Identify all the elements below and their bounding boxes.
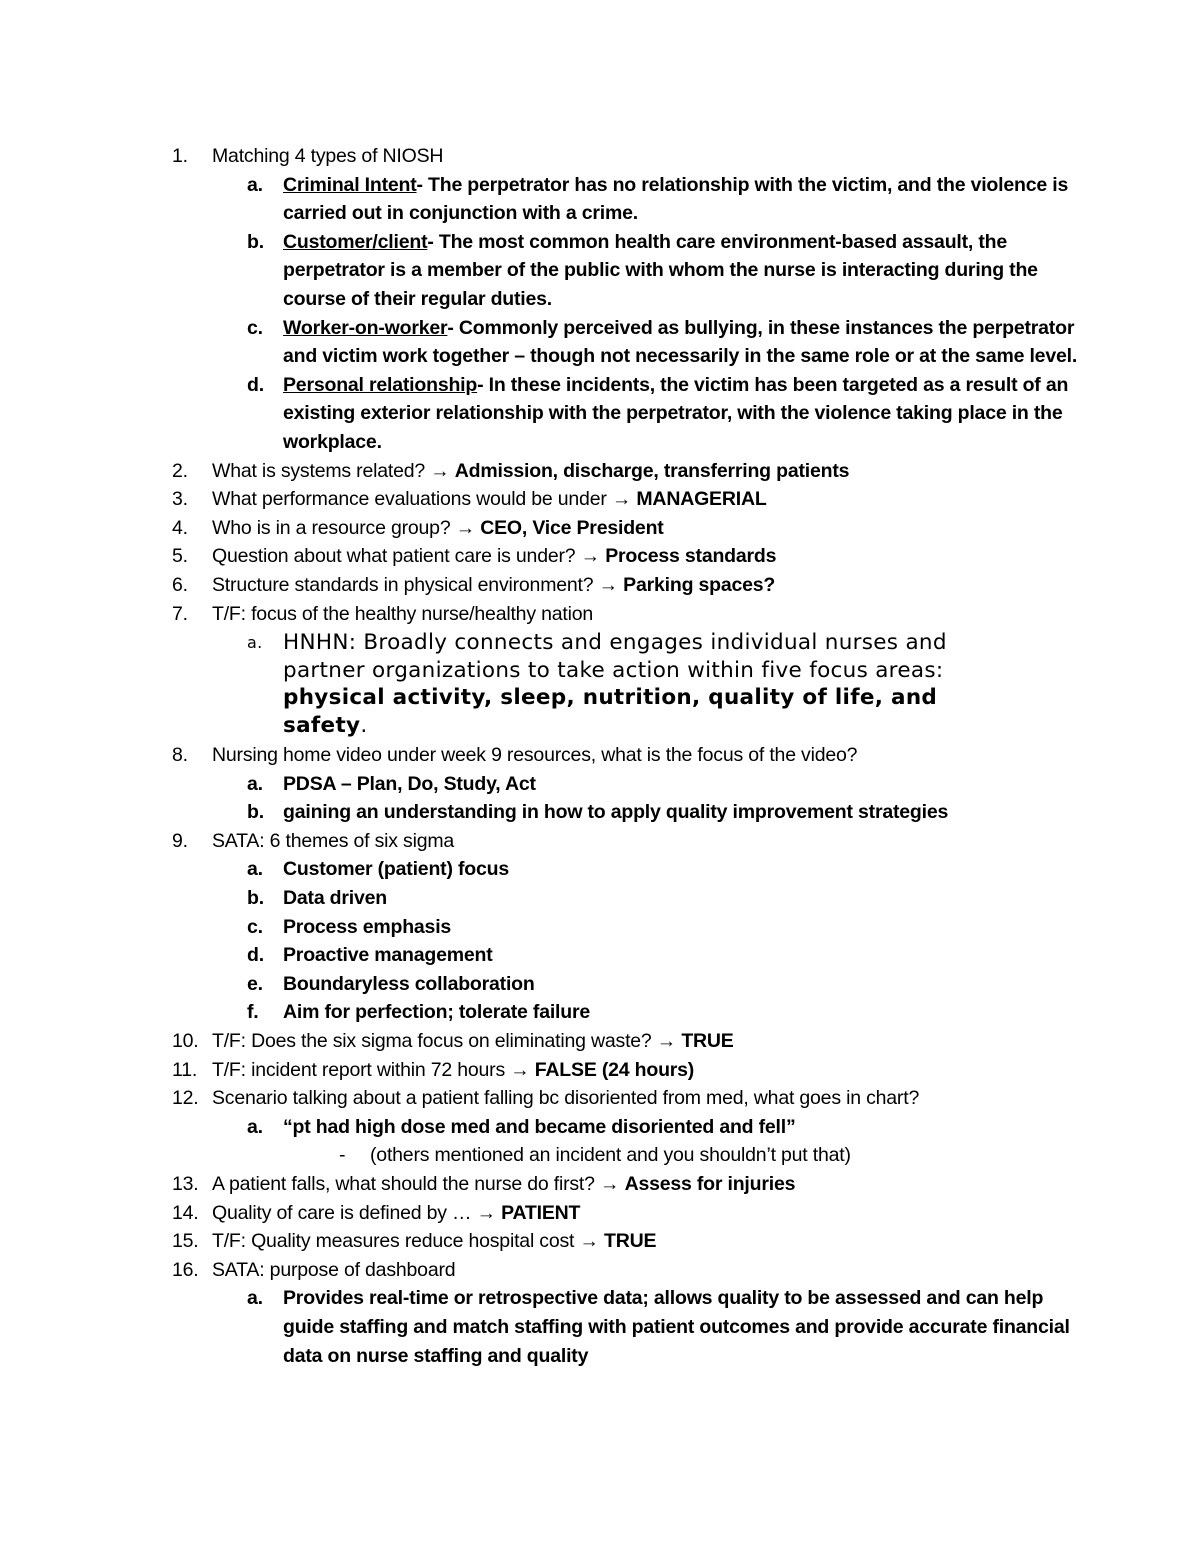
sub-item bbox=[0, 1284, 1200, 1370]
answer-text: PDSA – Plan, Do, Study, Act bbox=[283, 772, 536, 795]
note-text: (others mentioned an incident and you shouldn’t put that) bbox=[370, 1144, 851, 1167]
answer-text: Provides real-time or retrospective data; allows quality to be assessed and can help guide staffing and match staffing with patient outcomes and provide accurate financial data on nurse staffing and quality bbox=[283, 1287, 1070, 1367]
term-definition: - The perpetrator has no relationship with the victim, and the violence is carried out in conjunction with a crime. bbox=[283, 173, 1069, 225]
item-number: 14. bbox=[172, 1201, 199, 1224]
list-item bbox=[0, 1027, 1200, 1056]
list-item bbox=[0, 1256, 1200, 1285]
sub-item-letter: c. bbox=[247, 915, 263, 938]
sub-item bbox=[0, 855, 1200, 884]
question-text: Quality of care is defined by … bbox=[212, 1201, 472, 1224]
answer-text: TRUE bbox=[681, 1030, 734, 1053]
question-list bbox=[0, 142, 1200, 1370]
question-text: Matching 4 types of NIOSH bbox=[212, 145, 444, 167]
question-text: What is systems related? bbox=[212, 459, 426, 482]
answer-text: “pt had high dose med and became disoriented and fell” bbox=[283, 1115, 796, 1138]
sub-item-letter: a. bbox=[247, 772, 263, 795]
question-text: T/F: focus of the healthy nurse/healthy nation bbox=[212, 602, 594, 625]
sub-item bbox=[0, 1113, 1200, 1142]
term-definition: - Commonly perceived as bullying, in these instances the perpetrator and victim work together – though not necessarily in the same role or at the same level. bbox=[283, 316, 1078, 368]
list-item bbox=[0, 1056, 1200, 1085]
answer-text: Proactive management bbox=[283, 944, 493, 967]
sub-item-letter: b. bbox=[247, 801, 264, 824]
sub-item-letter: c. bbox=[247, 316, 263, 339]
answer-text: Aim for perfection; tolerate failure bbox=[283, 1001, 591, 1024]
sub-item-letter: d. bbox=[247, 373, 264, 396]
sub-item-letter: d. bbox=[247, 944, 264, 967]
sub-item-letter: b. bbox=[247, 887, 264, 910]
item-number: 15. bbox=[172, 1230, 199, 1253]
question-text: T/F: Quality measures reduce hospital cost bbox=[212, 1230, 575, 1253]
answer-text: Boundaryless collaboration bbox=[283, 972, 535, 995]
sub-item-letter: e. bbox=[247, 972, 263, 995]
period: . bbox=[360, 712, 368, 738]
sub-item-letter: a. bbox=[247, 858, 263, 881]
term-definition: - In these incidents, the victim has been targeted as a result of an existing exterior relationship with the perpetrator, with the violence taking place in the workplace. bbox=[283, 373, 1069, 453]
item-number: 12. bbox=[172, 1087, 199, 1110]
answer-text: gaining an understanding in how to apply quality improvement strategies bbox=[283, 801, 949, 824]
answer-text: TRUE bbox=[604, 1230, 657, 1253]
answer-text: Parking spaces? bbox=[623, 573, 776, 596]
question-text: A patient falls, what should the nurse do first? bbox=[212, 1173, 595, 1195]
answer-text: PATIENT bbox=[501, 1201, 581, 1224]
question-text: What performance evaluations would be under bbox=[212, 488, 607, 511]
item-number: 9. bbox=[172, 829, 188, 852]
arrow-icon: → bbox=[656, 1030, 677, 1053]
term: Worker-on-worker bbox=[283, 316, 448, 339]
arrow-icon: → bbox=[600, 1173, 620, 1195]
term: Personal relationship bbox=[283, 373, 478, 396]
question-text: Scenario talking about a patient falling bc disoriented from med, what goes in chart? bbox=[212, 1087, 920, 1110]
item-number: 7. bbox=[172, 602, 188, 625]
answer-text: Assess for injuries bbox=[624, 1173, 796, 1195]
sub-item bbox=[0, 970, 1200, 999]
arrow-icon: → bbox=[598, 573, 618, 596]
list-item bbox=[0, 827, 1200, 856]
answer-text: Process standards bbox=[605, 545, 777, 568]
list-item bbox=[0, 1227, 1200, 1256]
term-definition: - The most common health care environment-based assault, the perpetrator is a member of the public with whom the nurse is interacting during the course of their regular duties. bbox=[283, 230, 1038, 310]
arrow-icon: → bbox=[579, 1230, 599, 1253]
list-item bbox=[0, 1084, 1200, 1113]
list-item bbox=[0, 514, 1200, 543]
sub-item bbox=[0, 314, 1200, 371]
sub-item-letter: a. bbox=[247, 633, 263, 653]
list-item bbox=[0, 571, 1200, 600]
item-number: 5. bbox=[172, 545, 188, 568]
hnhn-description: HNHN: Broadly connects and engages individual nurses and partner organizations to take action within five focus areas: bbox=[283, 630, 947, 683]
sub-item bbox=[0, 798, 1200, 827]
sub-item bbox=[0, 629, 1200, 739]
arrow-icon: → bbox=[476, 1201, 496, 1224]
term: Criminal Intent bbox=[283, 173, 417, 196]
item-number: 2. bbox=[172, 459, 188, 482]
answer-text: MANAGERIAL bbox=[636, 488, 767, 511]
question-text: SATA: purpose of dashboard bbox=[212, 1258, 456, 1281]
question-text: Question about what patient care is under? bbox=[212, 545, 576, 568]
sub-item bbox=[0, 371, 1200, 457]
question-text: T/F: incident report within 72 hours bbox=[212, 1058, 506, 1081]
arrow-icon: → bbox=[510, 1058, 530, 1081]
list-item bbox=[0, 542, 1200, 571]
arrow-icon: → bbox=[430, 459, 450, 482]
list-item bbox=[0, 1199, 1200, 1228]
note-item bbox=[0, 1141, 1200, 1170]
item-number: 4. bbox=[172, 516, 188, 539]
sub-item bbox=[0, 770, 1200, 799]
term: Customer/client bbox=[283, 230, 428, 253]
item-number: 8. bbox=[172, 744, 188, 767]
sub-item bbox=[0, 941, 1200, 970]
sub-item bbox=[0, 171, 1200, 228]
question-text: Structure standards in physical environment? bbox=[212, 573, 594, 596]
answer-text: Customer (patient) focus bbox=[283, 858, 509, 881]
arrow-icon: → bbox=[580, 545, 600, 568]
answer-text: FALSE (24 hours) bbox=[534, 1058, 695, 1081]
arrow-icon: → bbox=[611, 488, 632, 511]
item-number: 16. bbox=[172, 1258, 199, 1281]
sub-item-letter: f. bbox=[247, 1001, 259, 1024]
sub-item-letter: a. bbox=[247, 173, 263, 196]
arrow-icon: → bbox=[455, 516, 476, 539]
list-item bbox=[0, 600, 1200, 629]
sub-item bbox=[0, 913, 1200, 942]
item-number: 1. bbox=[172, 145, 188, 167]
question-text: Nursing home video under week 9 resources, what is the focus of the video? bbox=[212, 744, 858, 767]
answer-text: Data driven bbox=[283, 887, 388, 910]
sub-item-letter: b. bbox=[247, 230, 264, 253]
item-number: 13. bbox=[172, 1173, 199, 1195]
list-item bbox=[0, 142, 1200, 171]
item-number: 10. bbox=[172, 1030, 199, 1053]
sub-item bbox=[0, 998, 1200, 1027]
sub-item bbox=[0, 228, 1200, 314]
list-item bbox=[0, 1170, 1200, 1199]
answer-text: Admission, discharge, transferring patients bbox=[454, 459, 850, 482]
question-text: T/F: Does the six sigma focus on eliminating waste? bbox=[212, 1030, 652, 1053]
answer-text: Process emphasis bbox=[283, 915, 452, 938]
answer-text: CEO, Vice President bbox=[480, 516, 664, 539]
list-item bbox=[0, 485, 1200, 514]
sub-item-letter: a. bbox=[247, 1115, 263, 1138]
question-text: SATA: 6 themes of six sigma bbox=[212, 829, 455, 852]
focus-areas: physical activity, sleep, nutrition, quality of life, and safety bbox=[283, 685, 938, 738]
item-number: 6. bbox=[172, 573, 188, 596]
item-number: 3. bbox=[172, 488, 188, 511]
item-number: 11. bbox=[172, 1058, 198, 1081]
question-text: Who is in a resource group? bbox=[212, 516, 451, 539]
list-item bbox=[0, 457, 1200, 486]
list-item bbox=[0, 741, 1200, 770]
dash-bullet: - bbox=[339, 1144, 346, 1167]
sub-item-letter: a. bbox=[247, 1287, 263, 1310]
sub-item bbox=[0, 884, 1200, 913]
